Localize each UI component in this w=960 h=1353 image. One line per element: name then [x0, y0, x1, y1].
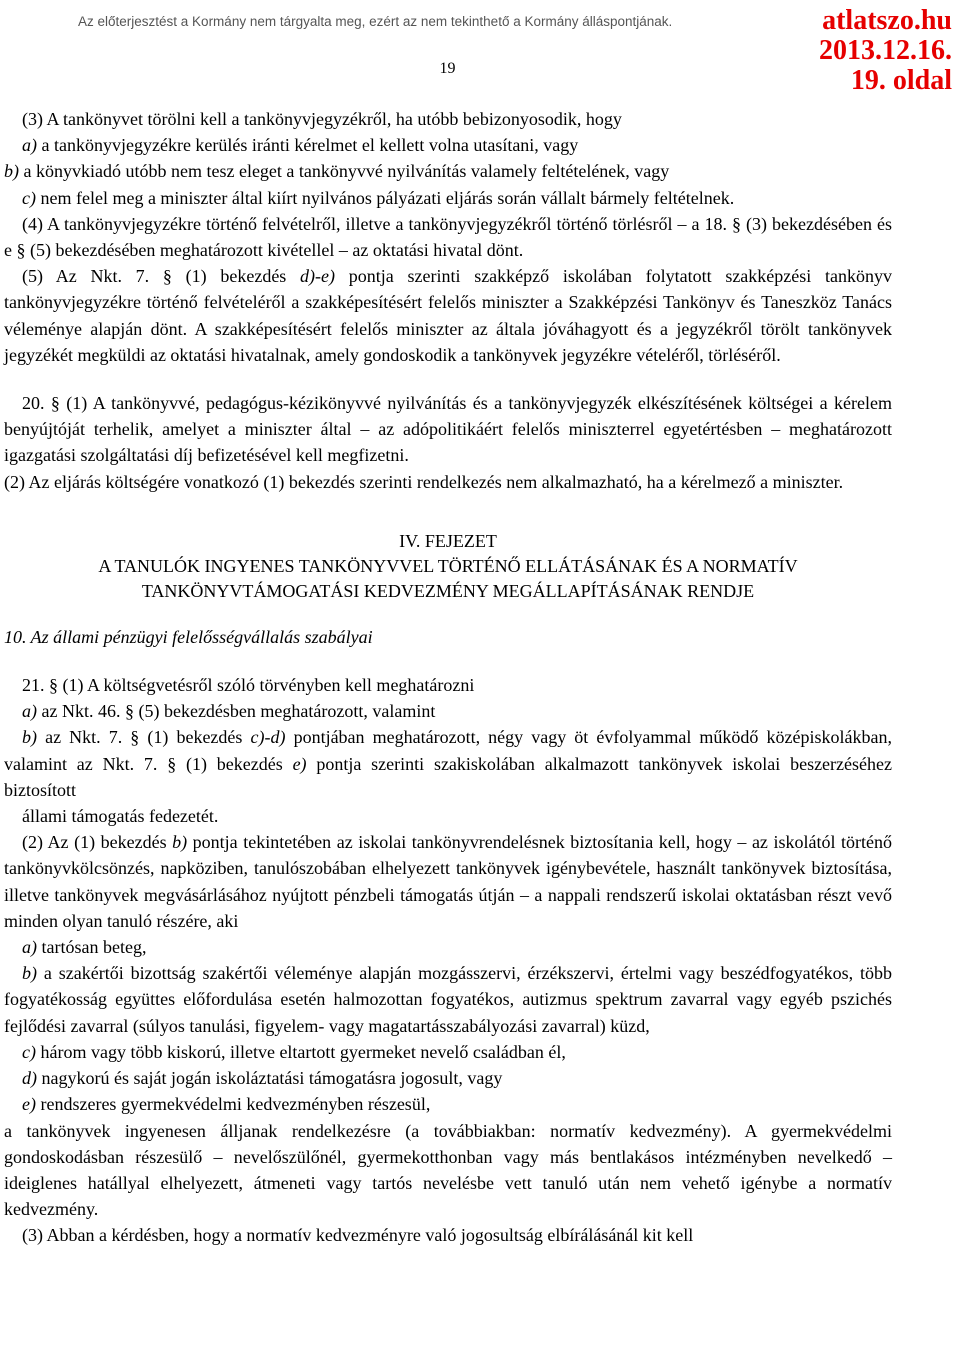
item-text: rendszeres gyermekvédelmi kedvezményben részesül,: [35, 1094, 431, 1115]
item-marker: d)-e): [300, 266, 336, 287]
list-item-a: [4, 934, 892, 960]
list-item-c: [4, 1039, 892, 1065]
item-marker: b): [172, 832, 188, 853]
text-run: pontja szerinti szakiskolában alkalmazott tankönyvek iskolai beszerzéséhez biztosított: [4, 753, 892, 800]
list-item-c: [4, 185, 892, 211]
item-marker: e): [22, 1094, 36, 1115]
paragraph-19-3: (3) A tankönyvet törölni kell a tankönyvjegyzékről, ha utóbb bebizonyosodik, hogy: [22, 109, 622, 129]
stamp-date: 2013.12.16.: [819, 35, 952, 66]
paragraph-20-2: (2) Az eljárás költségére vonatkozó (1) bekezdés szerinti rendelkezés nem alkalmazható, ha a kérelmező a miniszter.: [4, 471, 844, 492]
item-text: az Nkt. 46. § (5) bekezdésben meghatározott, valamint: [37, 701, 436, 722]
text-run: az Nkt. 7. § (1) bekezdés: [37, 727, 251, 748]
paragraph-21-2: [4, 829, 892, 934]
list-item-b: [4, 724, 892, 803]
stamp-site: atlatszo.hu: [822, 5, 952, 36]
list-item-d: [4, 1065, 892, 1091]
item-text: a tankönyvjegyzékre kerülés iránti kérelmet el kellett volna utasítani, vagy: [37, 135, 579, 156]
paragraph-19-5: [4, 263, 892, 368]
text-run: pontja tekintetében az iskolai tankönyvrendelésnek biztosítania kell, hogy – az iskolától történő tankönyvkölcsönzés, napköziben, tanulószobában elhelyezett tankönyvek igénybevétele, használt tankönyvek biztosítása, illetve tankönyvek megvásárlásához nyújtott pénzbeli támogatás útján – a nappali rendszerű iskolai oktatásban részt vevő minden olyan tanuló részére, aki: [4, 832, 892, 931]
item-text: nagykorú és saját jogán iskoláztatási támogatásra jogosult, vagy: [37, 1068, 503, 1089]
paragraph-21-1: 21. § (1) A költségvetésről szóló törvényben kell meghatározni: [22, 675, 475, 696]
chapter-title-line-1: A TANULÓK INGYENES TANKÖNYVVEL TÖRTÉNŐ ELLÁTÁSÁNAK ÉS A NORMATÍV: [98, 555, 798, 576]
list-item-e: [4, 1091, 892, 1117]
item-marker: a): [22, 701, 37, 722]
item-marker: c): [22, 1041, 36, 1062]
item-marker: a): [22, 937, 37, 958]
item-marker: b): [22, 727, 37, 748]
paragraph-20-1: 20. § (1) A tankönyvvé, pedagógus-kézikönyvvé nyilvánítás és a tankönyvjegyzék elkészítésének költségei a kérelem benyújtóját terhelik, amelyet a miniszter által – az adópolitikáért felelős miniszterrel egyetértésben – meghatározott igazgatási szolgáltatási díj befizetésével kell megfizetni.: [4, 393, 892, 466]
stamp-page: 19. oldal: [850, 65, 952, 96]
government-disclaimer-header: Az előterjesztést a Kormány nem tárgyalta meg, ezért az nem tekinthető a Kormány álláspontjának.: [78, 14, 673, 29]
item-text: nem felel meg a miniszter által kiírt nyilvános pályázati eljárás során vállalt bármely feltételnek.: [35, 187, 735, 208]
item-text: három vagy több kiskorú, illetve eltartott gyermeket nevelő családban él,: [35, 1041, 566, 1062]
chapter-number: IV. FEJEZET: [399, 530, 497, 551]
text-run: pontjában meghatározott, négy vagy öt évfolyammal működő középiskolákban, valamint az Nkt. 7. § (1) bekezdés: [4, 727, 892, 774]
item-marker: c)-d): [250, 727, 286, 748]
paragraph-21-3: (3) Abban a kérdésben, hogy a normatív kedvezményre való jogosultság elbírálásánál kit kell: [22, 1225, 694, 1246]
item-marker: a): [22, 135, 37, 156]
item-text: a könyvkiadó utóbb nem tesz eleget a tankönyvvé nyilvánítás valamely feltételének, vagy: [19, 161, 670, 182]
chapter-title-line-2: TANKÖNYVTÁMOGATÁSI KEDVEZMÉNY MEGÁLLAPÍTÁSÁNAK RENDJE: [141, 580, 755, 601]
atlatszo-stamp: [800, 4, 956, 96]
list-item-b: [4, 960, 892, 1039]
chapter-heading: [4, 529, 892, 604]
item-text: tartósan beteg,: [37, 937, 147, 958]
list-item-b: [4, 158, 892, 184]
paragraph-21-2-conclusion: a tankönyvek ingyenesen álljanak rendelkezésre (a továbbiakban: normatív kedvezmény). A gyermekvédelmi gondoskodásban részesülő – nevelőszülőnél, gyermekotthonban vagy más bentlakásos intézményben nevelkedő – ideiglenes hatállyal elhelyezett, átmeneti vagy tartós nevelésbe vett tanuló után nem vehető igénybe a normatív kedvezmény.: [4, 1120, 892, 1220]
section-title: 10. Az állami pénzügyi felelősségvállalás szabályai: [4, 626, 373, 647]
item-marker: e): [292, 753, 307, 774]
text-run: pontja szerinti szakképző iskolában folytatott szakképzési tankönyv tankönyvjegyzékre történő felvételéről a szakképesítésért felelős miniszter a Szakképzési Tankönyv és Taneszköz Tanács véleménye alapján dönt. A szakképesítésért felelős miniszter az általa jóváhagyott és a jegyzékről törölt tankönyvek jegyzékét megküldi az oktatási hivatalnak, amely gondoskodik a tankönyvek jegyzékre vételéről, törléséről.: [4, 266, 892, 365]
paragraph-19-4: (4) A tankönyvjegyzékre történő felvételről, illetve a tankönyvjegyzékről történő törlésről – a 18. § (3) bekezdésében és e § (5) bekezdésében meghatározott kivétellel – az oktatási hivatal dönt.: [4, 213, 892, 261]
text-run: (2) Az (1) bekezdés: [22, 832, 173, 853]
page-number: 19: [439, 60, 456, 77]
list-item-a: [4, 698, 892, 724]
paragraph-21-1-end: állami támogatás fedezetét.: [22, 806, 219, 827]
item-marker: b): [22, 963, 37, 984]
item-marker: c): [22, 187, 36, 208]
item-text: a szakértői bizottság szakértői véleménye alapján mozgásszervi, érzékszervi, értelmi vagy beszédfogyatékos, több fogyatékosság együttes előfordulása esetén halmozottan fogyatékos, autizmus spektrum zavarral vagy egyéb pszichés fejlődési zavarral (súlyos tanulási, figyelem- vagy magatartásszabályozási zavarral) küzd,: [4, 963, 892, 1036]
item-marker: d): [22, 1068, 37, 1089]
document-body: [4, 106, 892, 1249]
text-run: (5) Az Nkt. 7. § (1) bekezdés: [22, 266, 301, 287]
list-item-a: [4, 132, 892, 158]
item-marker: b): [4, 161, 19, 182]
